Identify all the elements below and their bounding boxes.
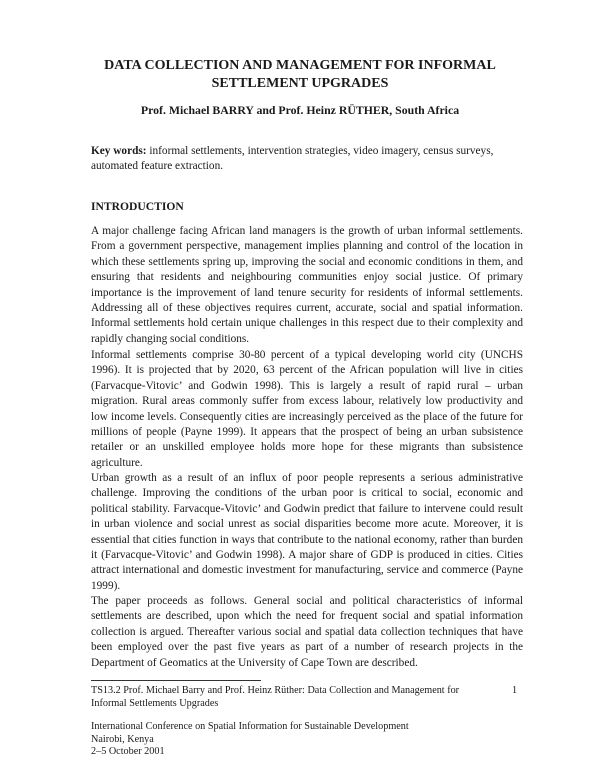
paper-title: DATA COLLECTION AND MANAGEMENT FOR INFORMAL SETTLEMENT UPGRADES: [104, 58, 496, 91]
footer-reference: TS13.2 Prof. Michael Barry and Prof. Heinz Rüther: Data Collection and Management for Informal Settlements Upgrades: [91, 685, 460, 709]
paper-authors: Prof. Michael BARRY and Prof. Heinz RÜTHER, South Africa: [140, 103, 460, 117]
paragraph-4: The paper proceeds as follows. General social and political characteristics of informal settlements are described, upon which the need for frequent social and spatial information collection is argued. Thereafter various social and spatial data collection techniques that have been employed over the past five years as part of a number of research projects in the Department of Geomatics at the University of Cape Town are described.: [91, 595, 523, 669]
section-heading-introduction: INTRODUCTION: [91, 200, 184, 213]
keywords-block: [91, 144, 523, 175]
keywords-text: informal settlements, intervention strategies, video imagery, census surveys, automated feature extraction.: [91, 145, 494, 173]
conference-info: [91, 721, 511, 759]
paragraph-3: Urban growth as a result of an influx of poor people represents a serious administrative challenge. Improving the conditions of the urban poor is critical to social, economic and political stability. Farvacque-Vitovic’ and Godwin predict that failure to intervene could result in urban violence and social unrest as social disparities become more acute. Moreover, it is essential that cities function in ways that contribute to the national economy, rather than burden it (Farvacque-Vitovic’ and Godwin 1998). A major share of GDP is produced in cities. Cities attract international and domestic investment for manufacturing, service and commerce (Payne 1999).: [91, 472, 523, 592]
page-number: 1: [512, 685, 518, 696]
conference-location: Nairobi, Kenya: [91, 733, 154, 745]
paragraph-2: Informal settlements comprise 30-80 percent of a typical developing world city (UNCHS 1996). It is projected that by 2020, 63 percent of the African population will live in cities (Farvacque-Vitovic’ and Godwin 1998). This is largely a result of rapid rural – urban migration. Rural areas commonly suffer from excess labour, relatively low productivity and low income levels. Consequently cities are increasingly perceived as the place of the future for millions of people (Payne 1999). It appears that the prospect of being an urban subsistence retailer or an unskilled employee holds more hope for these migrants than subsistence agriculture.: [91, 349, 523, 469]
conference-name: International Conference on Spatial Information for Sustainable Development: [91, 721, 409, 732]
keywords-label: Key words:: [91, 145, 147, 157]
conference-dates: 2–5 October 2001: [91, 746, 165, 758]
footer-divider: [91, 680, 261, 681]
paragraph-1: A major challenge facing African land managers is the growth of urban informal settlements. From a government perspective, management implies planning and control of the location in which these settlements spring up, improving the social and economic conditions in them, and ensuring that residents and neighbouring communities enjoy social justice. Of primary importance is the improvement of land tenure security for residents of informal settlements. Addressing all of these objectives requires current, accurate, social and spatial information. Informal settlements hold certain unique challenges in this respect due to their complexity and rapidly changing social conditions.: [91, 225, 523, 345]
